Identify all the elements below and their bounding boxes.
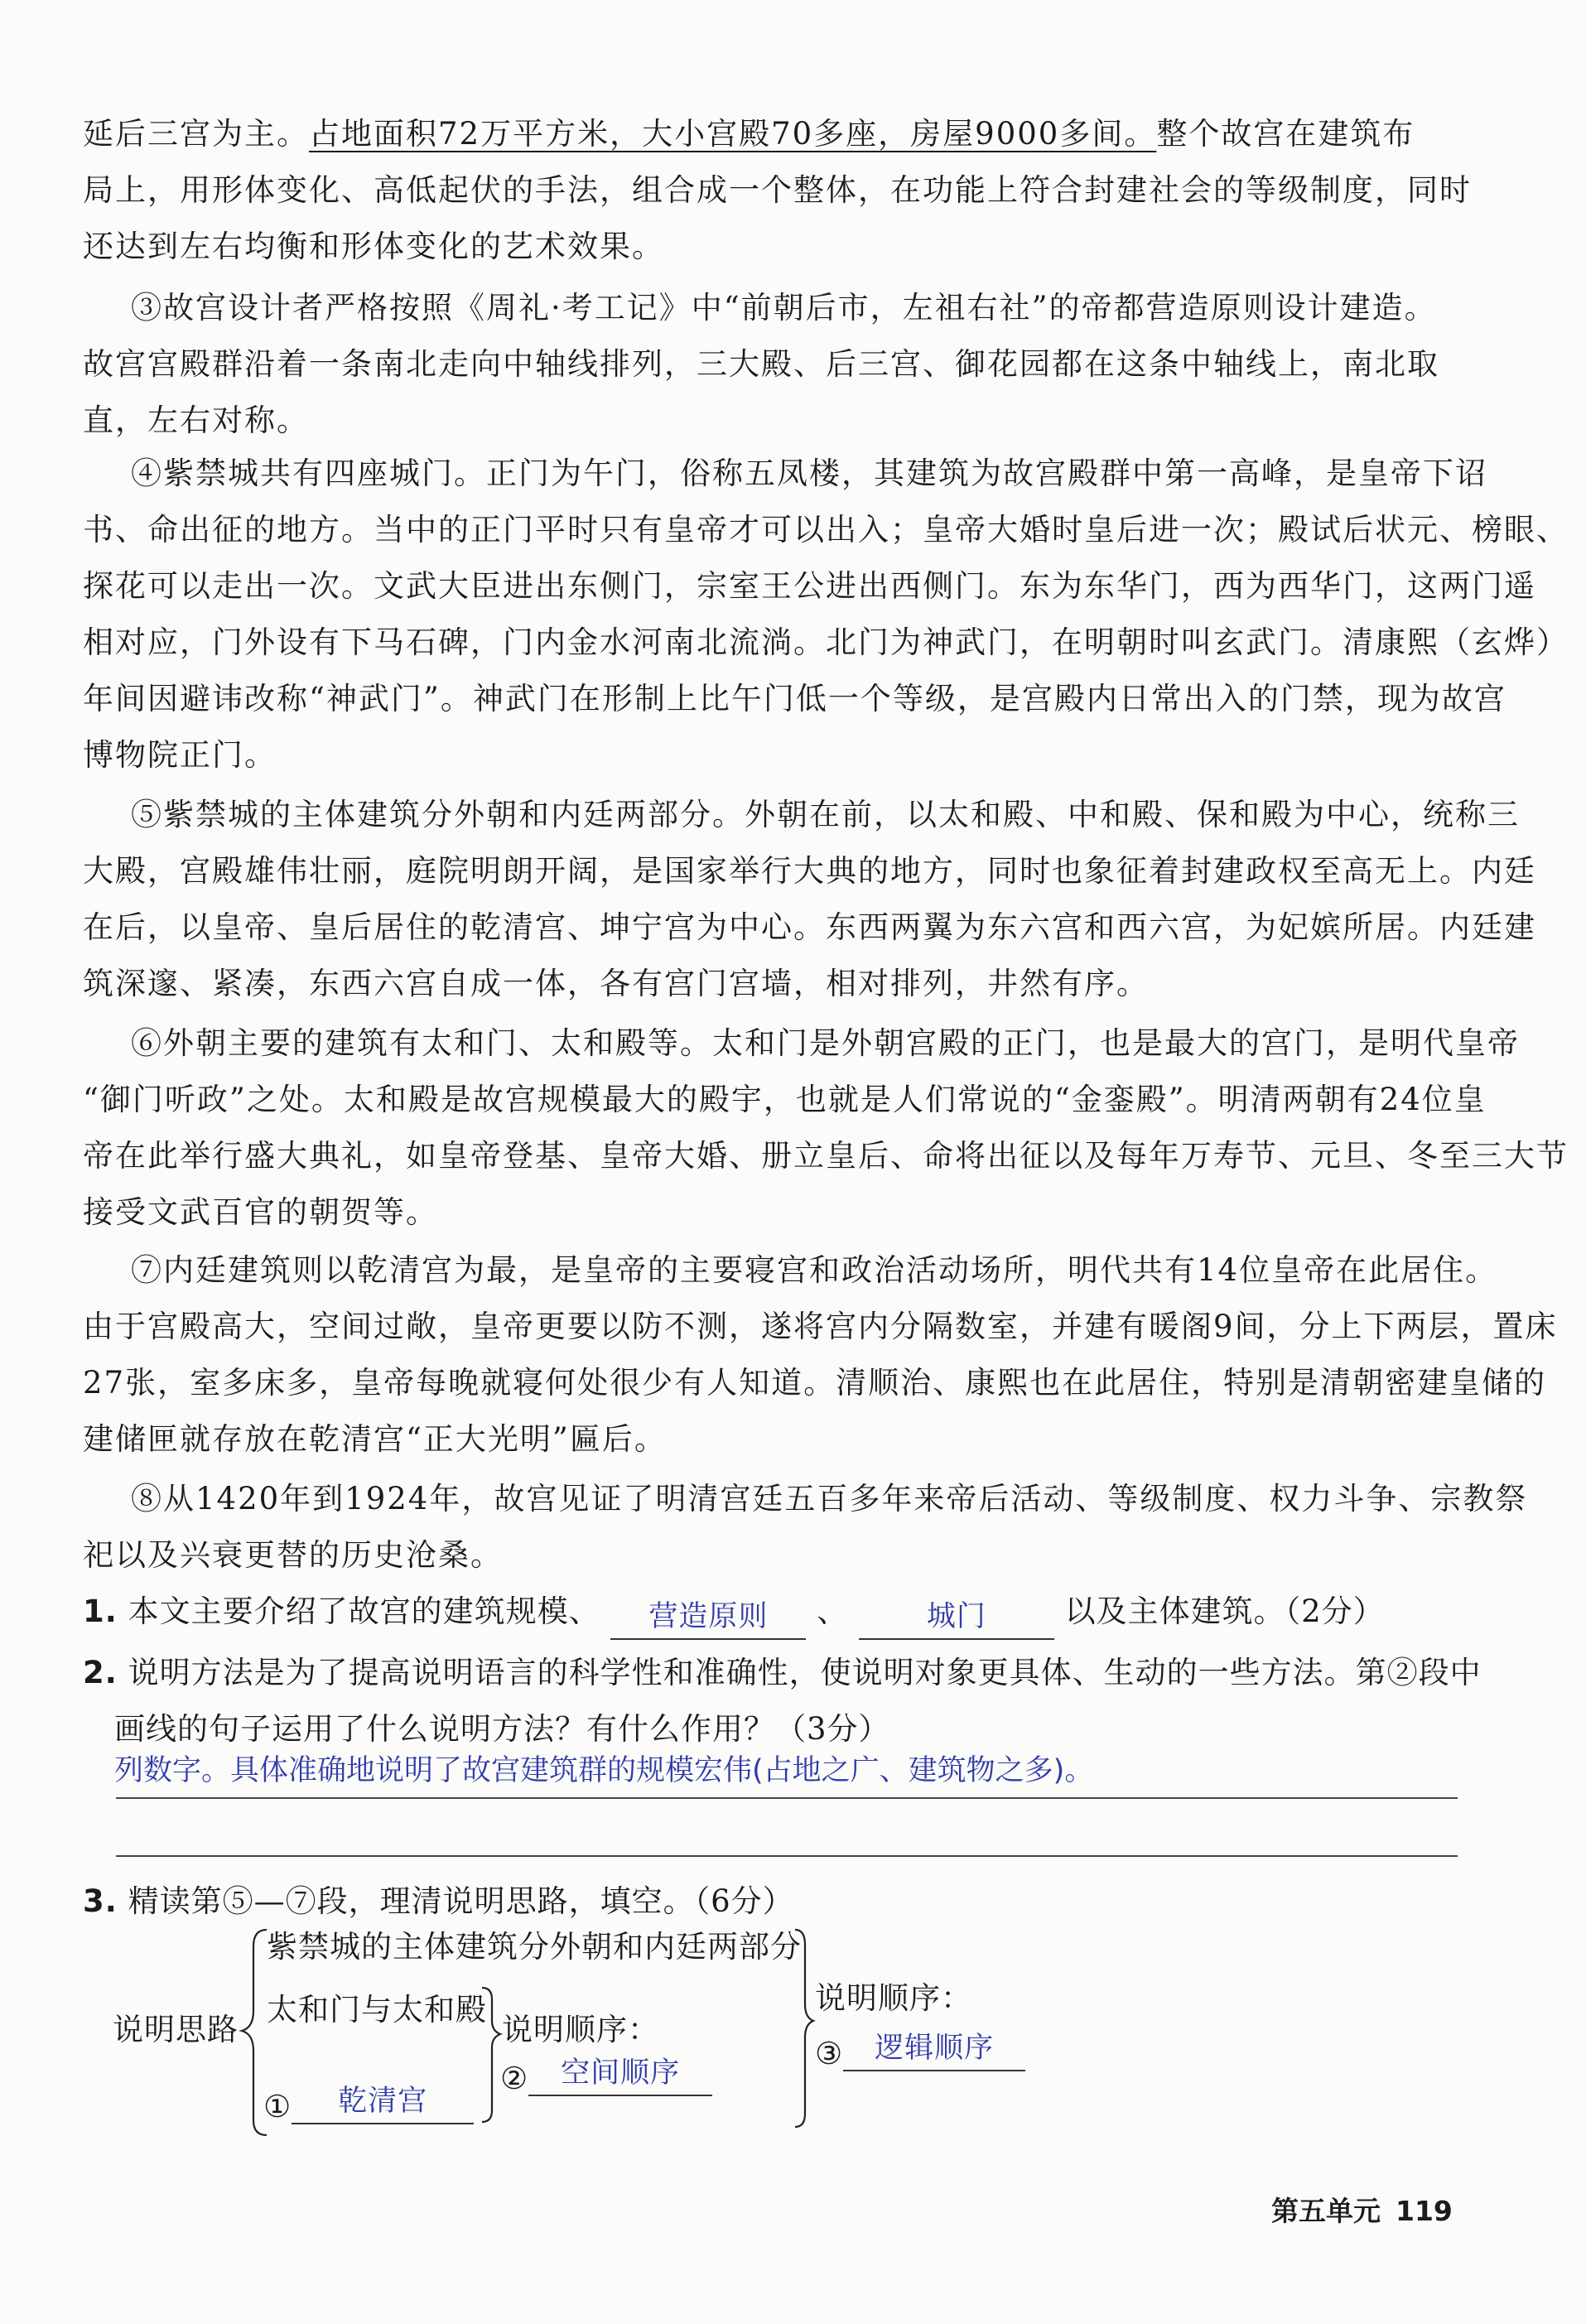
text-line: 博物院正门。 xyxy=(83,737,277,773)
circled-number: ② xyxy=(500,2061,529,2096)
text-line: 局上，用形体变化、高低起伏的手法，组合成一个整体，在功能上符合封建社会的等级制度，同时 xyxy=(83,172,1472,208)
question-text: 画线的句子运用了什么说明方法？有什么作用？（3分） xyxy=(114,1711,890,1747)
text-line: “御门听政”之处。太和殿是故宫规模最大的殿宇，也就是人们常说的“金銮殿”。明清两朝有24位皇 xyxy=(83,1082,1487,1117)
text-line: ⑤紫禁城的主体建筑分外朝和内廷两部分。外朝在前，以太和殿、中和殿、保和殿为中心，统称三 xyxy=(131,797,1520,832)
text-line: ⑧从1420年到1924年，故宫见证了明清宫廷五百多年来帝后活动、等级制度、权力斗争、宗教祭 xyxy=(131,1481,1528,1516)
answer-blank-tree-2[interactable] xyxy=(528,2051,712,2096)
question-text: 说明方法是为了提高说明语言的科学性和准确性，使说明对象更具体、生动的一些方法。第②段中 xyxy=(128,1655,1482,1690)
text-line: 建储匣就存放在乾清宫“正大光明”匾后。 xyxy=(83,1421,667,1457)
circled-number: ① xyxy=(263,2089,292,2124)
page-footer xyxy=(1271,2190,1453,2229)
answer-blank-tree-3[interactable] xyxy=(843,2026,1025,2071)
tree-item-main-building: 紫禁城的主体建筑分外朝和内廷两部分 xyxy=(267,1929,802,1965)
text-line: 故宫宫殿群沿着一条南北走向中轴线排列，三大殿、后三宫、御花园都在这条中轴线上，南北取 xyxy=(83,346,1439,382)
circled-number: ③ xyxy=(815,2036,844,2071)
underlined-sentence: 占地面积72万平方米，大小宫殿70多座，房屋9000多间。 xyxy=(309,116,1157,152)
question-text: 以及主体建筑。（2分） xyxy=(1064,1594,1385,1629)
question-number: 1. xyxy=(83,1594,118,1629)
text-line: ④紫禁城共有四座城门。正门为午门，俗称五凤楼，其建筑为故宫殿群中第一高峰，是皇帝下诏 xyxy=(131,456,1487,491)
handwritten-answer: 列数字。具体准确地说明了故宫建筑群的规模宏伟(占地之广、建筑物之多)。 xyxy=(114,1754,1094,1787)
text-line: 直，左右对称。 xyxy=(83,403,309,438)
handwritten-answer: 营造原则 xyxy=(648,1600,769,1633)
text-line: 大殿，宫殿雄伟壮丽，庭院明朗开阔，是国家举行大典的地方，同时也象征着封建政权至高无上。内廷 xyxy=(83,853,1536,889)
tree-item-blank-1 xyxy=(263,2079,474,2124)
text-line: 还达到左右均衡和形体变化的艺术效果。 xyxy=(83,229,664,264)
text-line: 筑深邃、紧凑，东西六宫自成一体，各有宫门宫墙，相对排列，井然有序。 xyxy=(83,966,1149,1001)
unit-label: 第五单元 xyxy=(1271,2195,1381,2227)
handwritten-answer: 城门 xyxy=(926,1600,986,1633)
text-line: 在后，以皇帝、皇后居住的乾清宫、坤宁宫为中心。东西两翼为东六宫和西六宫，为妃嫔所居。内廷建 xyxy=(83,909,1536,945)
tree-root-label: 说明思路 xyxy=(113,2012,239,2047)
handwritten-answer: 乾清宫 xyxy=(338,2085,428,2118)
text-line: 接受文武百官的朝贺等。 xyxy=(83,1194,438,1230)
text-line: ⑦内廷建筑则以乾清宫为最，是皇帝的主要寝宫和政治活动场所，明代共有14位皇帝在此居住。 xyxy=(131,1252,1498,1288)
text-line: 由于宫殿高大，空间过敞，皇帝更要以防不测，遂将宫内分隔数室，并建有暖阁9间，分上下两层，置床 xyxy=(83,1309,1558,1344)
question-number: 2. xyxy=(83,1655,118,1690)
order-label-2: 说明顺序： xyxy=(815,1980,972,2016)
text-line: 祀以及兴衰更替的历史沧桑。 xyxy=(83,1537,503,1573)
text-line: ③故宫设计者严格按照《周礼·考工记》中“前朝后市，左祖右社”的帝都营造原则设计建造。 xyxy=(131,290,1437,325)
text-line: 帝在此举行盛大典礼，如皇帝登基、皇帝大婚、册立皇后、命将出征以及每年万寿节、元旦、冬至三大节 xyxy=(83,1138,1569,1174)
order-label-1: 说明顺序： xyxy=(502,2012,659,2047)
order-blank-1 xyxy=(500,2051,712,2096)
page-number: 119 xyxy=(1396,2195,1453,2227)
question-number: 3. xyxy=(83,1883,118,1919)
tree-item-taihe: 太和门与太和殿 xyxy=(267,1992,487,2027)
text-segment: 延后三宫为主。 xyxy=(83,116,309,152)
answer-blank-tree-1[interactable] xyxy=(292,2079,474,2124)
order-blank-2 xyxy=(815,2026,1025,2071)
text-segment: 整个故宫在建筑布 xyxy=(1156,116,1415,152)
question-text: 、 xyxy=(817,1594,849,1629)
text-line: 27张，室多床多，皇帝每晚就寝何处很少有人知道。清顺治、康熙也在此居住，特别是清朝密建皇储的 xyxy=(83,1365,1547,1401)
text-line: 探花可以走出一次。文武大臣进出东侧门，宗室王公进出西侧门。东为东华门，西为西华门，这两门遥 xyxy=(83,568,1536,604)
handwritten-answer: 空间顺序 xyxy=(561,2056,681,2090)
text-line: 相对应，门外设有下马石碑，门内金水河南北流淌。北门为神武门，在明朝时叫玄武门。清康熙（玄烨） xyxy=(83,624,1569,660)
handwritten-answer: 逻辑顺序 xyxy=(875,2032,995,2065)
text-line: 书、命出征的地方。当中的正门平时只有皇帝才可以出入；皇帝大婚时皇后进一次；殿试后状元、榜眼、 xyxy=(83,512,1569,547)
text-line: ⑥外朝主要的建筑有太和门、太和殿等。太和门是外朝宫殿的正门，也是最大的宫门，是明代皇帝 xyxy=(131,1025,1520,1061)
text-line: 年间因避讳改称“神武门”。神武门在形制上比午门低一个等级，是宫殿内日常出入的门禁，现为故宫 xyxy=(83,681,1506,716)
question-text: 精读第⑤—⑦段，理清说明思路，填空。（6分） xyxy=(128,1883,794,1919)
question-text: 本文主要介绍了故宫的建筑规模、 xyxy=(128,1594,600,1629)
